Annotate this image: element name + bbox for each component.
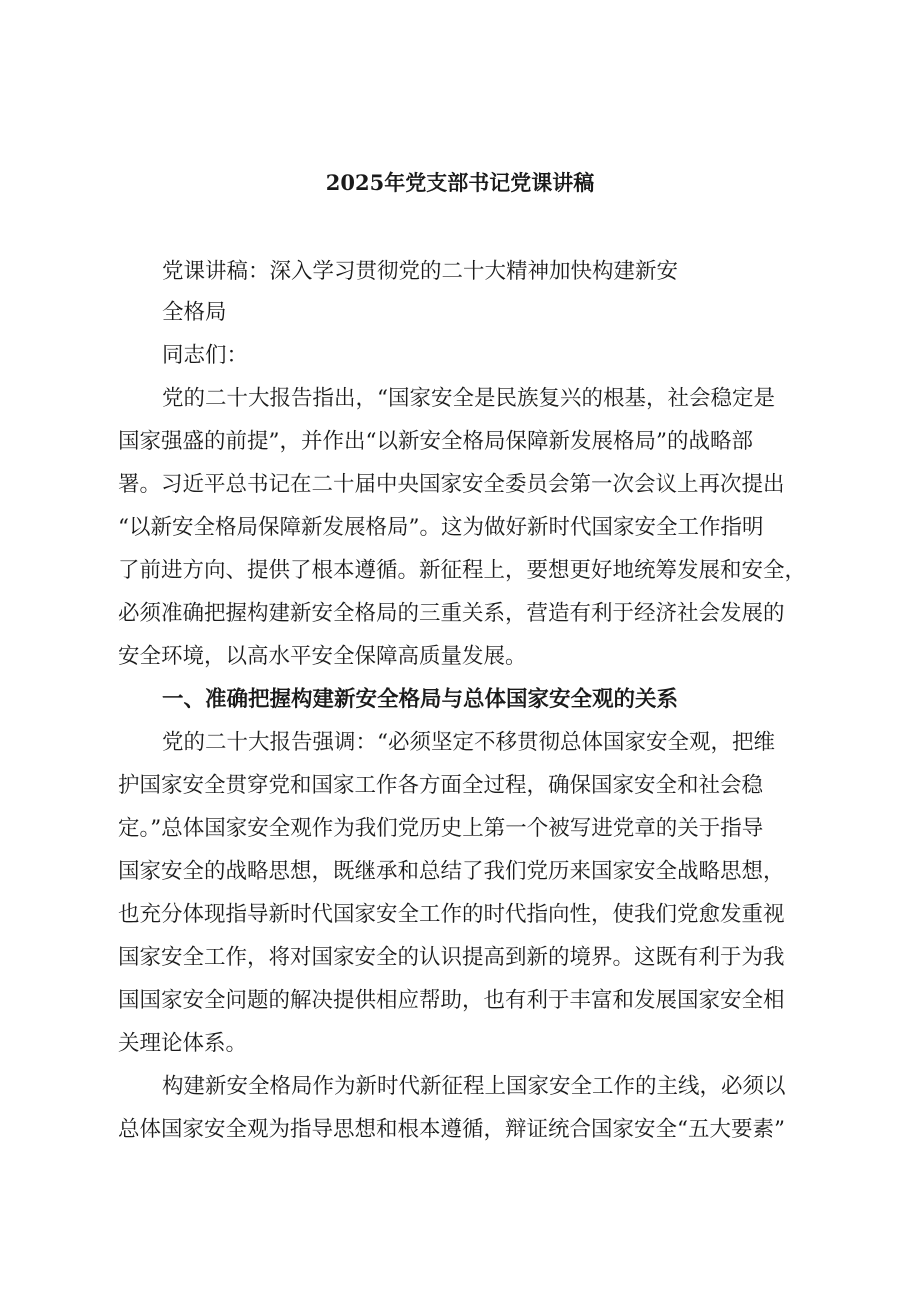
paragraph-line: 党的二十大报告强调：“必须坚定不移贯彻总体国家安全观，把维 (162, 730, 775, 755)
section-heading: 一、准确把握构建新安全格局与总体国家安全观的关系 (162, 687, 679, 712)
document-title: 2025年党支部书记党课讲稿 (325, 170, 595, 195)
paragraph-line: 了前进方向、提供了根本遵循。新征程上，要想更好地统筹发展和安全， (118, 558, 807, 583)
paragraph-line: “以新安全格局保障新发展格局”。这为做好新时代国家安全工作指明 (118, 515, 764, 540)
subtitle-line: 党课讲稿：深入学习贯彻党的二十大精神加快构建新安 (162, 259, 679, 284)
paragraph-line: 国家安全工作，将对国家安全的认识提高到新的境界。这既有利于为我 (118, 945, 785, 970)
paragraph-line: 护国家安全贯穿党和国家工作各方面全过程，确保国家安全和社会稳 (118, 773, 764, 798)
paragraph-line: 定。”总体国家安全观作为我们党历史上第一个被写进党章的关于指导 (118, 816, 764, 841)
paragraph-line: 构建新安全格局作为新时代新征程上国家安全工作的主线，必须以 (162, 1074, 786, 1099)
salutation: 同志们： (162, 343, 249, 368)
paragraph-line: 党的二十大报告指出，“国家安全是民族复兴的根基，社会稳定是 (162, 386, 775, 411)
paragraph-line: 关理论体系。 (118, 1031, 248, 1056)
paragraph-line: 国家安全的战略思想，既继承和总结了我们党历来国家安全战略思想， (118, 859, 785, 884)
paragraph-line: 必须准确把握构建新安全格局的三重关系，营造有利于经济社会发展的 (118, 601, 785, 626)
paragraph-line: 总体国家安全观为指导思想和根本遵循，辩证统合国家安全“五大要素” (118, 1117, 785, 1142)
paragraph-line: 国家强盛的前提”，并作出“以新安全格局保障新发展格局”的战略部 (118, 429, 753, 454)
subtitle-line: 全格局 (162, 300, 227, 325)
paragraph-line: 安全环境，以高水平安全保障高质量发展。 (118, 644, 527, 669)
paragraph-line: 国国家安全问题的解决提供相应帮助，也有利于丰富和发展国家安全相 (118, 988, 785, 1013)
paragraph-line: 也充分体现指导新时代国家安全工作的时代指向性，使我们党愈发重视 (118, 902, 785, 927)
paragraph-line: 署。习近平总书记在二十届中央国家安全委员会第一次会议上再次提出 (118, 472, 785, 497)
